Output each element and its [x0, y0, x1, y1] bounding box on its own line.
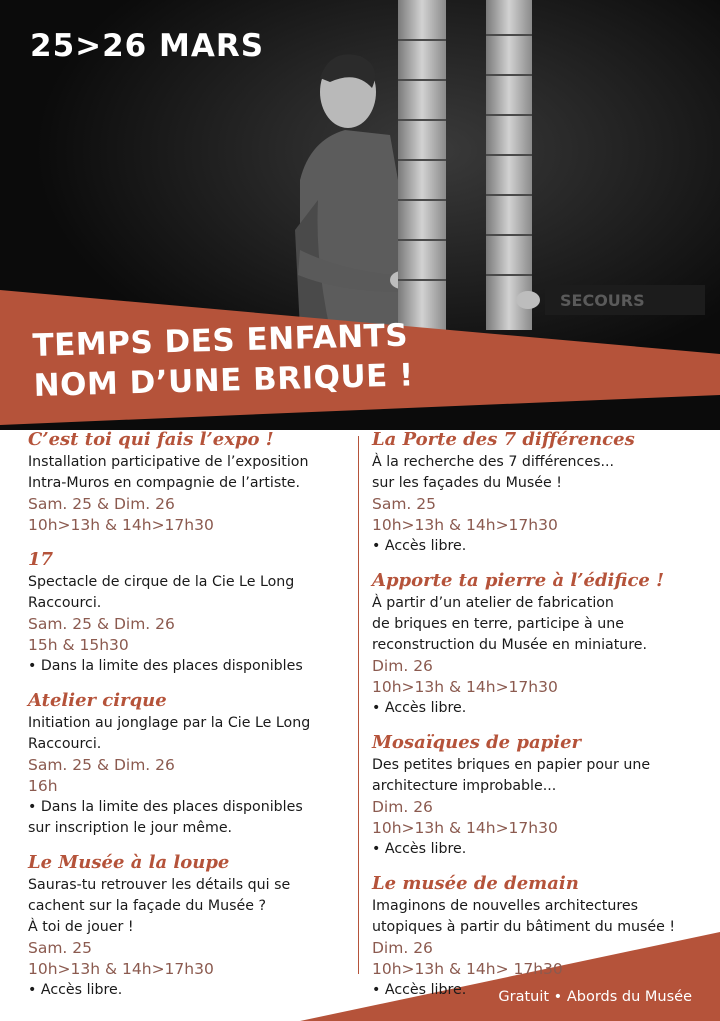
activity-description-line: Sauras-tu retrouver les détails qui se — [28, 877, 291, 893]
activity-schedule-line: 10h>13h & 14h>17h30 — [372, 678, 558, 696]
poster-title — [32, 315, 414, 406]
activity-description-line: À la recherche des 7 différences... — [372, 454, 614, 470]
activity-note-line: • Accès libre. — [372, 538, 467, 554]
activity-description-line: Raccourci. — [28, 595, 102, 611]
activity-title: Atelier cirque — [28, 690, 167, 711]
activity-item — [28, 689, 342, 839]
activity-note-line: sur inscription le jour même. — [28, 820, 233, 836]
activity-item — [28, 428, 342, 536]
activity-description-line: À toi de jouer ! — [28, 919, 134, 935]
activity-item — [372, 428, 694, 557]
activity-note-line: • Accès libre. — [372, 982, 467, 998]
event-dates: 25>26 MARS — [30, 28, 265, 64]
left-column — [28, 428, 342, 1013]
activity-title: Apporte ta pierre à l’édifice ! — [372, 570, 665, 591]
activity-schedule-line: 10h>13h & 14h>17h30 — [28, 516, 214, 534]
title-line-1: TEMPS DES ENFANTS — [32, 317, 409, 364]
column-divider — [358, 436, 359, 974]
activity-title: Mosaïques de papier — [372, 732, 582, 753]
activity-description-line: architecture improbable... — [372, 778, 557, 794]
activity-schedule-line: 10h>13h & 14h>17h30 — [372, 819, 558, 837]
activity-description-line: Raccourci. — [28, 736, 102, 752]
activity-description-line: À partir d’un atelier de fabrication — [372, 595, 614, 611]
activity-description-line: reconstruction du Musée en miniature. — [372, 637, 648, 653]
activity-description-line: de briques en terre, participe à une — [372, 616, 624, 632]
activity-title: Le Musée à la loupe — [28, 852, 230, 873]
activity-schedule-line: Dim. 26 — [372, 657, 433, 675]
activity-title: Le musée de demain — [372, 873, 579, 894]
activity-description-line: Des petites briques en papier pour une — [372, 757, 651, 773]
activity-note-line: • Accès libre. — [28, 982, 123, 998]
activity-note-line: • Accès libre. — [372, 700, 467, 716]
activity-description-line: utopiques à partir du bâtiment du musée ! — [372, 919, 676, 935]
activity-description-line: Intra-Muros en compagnie de l’artiste. — [28, 475, 301, 491]
title-line-2: NOM D’UNE BRIQUE ! — [33, 357, 415, 404]
activity-description-line: Spectacle de cirque de la Cie Le Long — [28, 574, 295, 590]
activity-title: La Porte des 7 différences — [372, 429, 635, 450]
activity-schedule-line: Sam. 25 — [28, 939, 93, 957]
activity-note-line: • Accès libre. — [372, 841, 467, 857]
footer-info: Gratuit • Abords du Musée — [498, 989, 692, 1005]
activity-description-line: Imaginons de nouvelles architectures — [372, 898, 638, 914]
activity-schedule-line: Sam. 25 — [372, 495, 437, 513]
activity-item — [28, 851, 342, 1001]
activity-title: C’est toi qui fais l’expo ! — [28, 429, 274, 450]
activity-schedule-line: 10h>13h & 14h>17h30 — [28, 960, 214, 978]
activity-note-line: • Dans la limite des places disponibles — [28, 799, 303, 815]
activity-description-line: sur les façades du Musée ! — [372, 475, 562, 491]
activity-schedule-line: 15h & 15h30 — [28, 636, 129, 654]
activity-item — [372, 569, 694, 719]
activity-schedule-line: Sam. 25 & Dim. 26 — [28, 495, 175, 513]
activity-schedule-line: Sam. 25 & Dim. 26 — [28, 615, 175, 633]
activity-note-line: • Dans la limite des places disponibles — [28, 658, 303, 674]
activity-schedule-line: 10h>13h & 14h> 17h30 — [372, 960, 563, 978]
activity-title: 17 — [28, 549, 54, 570]
activity-schedule-line: Dim. 26 — [372, 798, 433, 816]
right-column — [372, 428, 694, 1013]
activity-item — [372, 872, 694, 1001]
activity-description-line: Initiation au jonglage par la Cie Le Long — [28, 715, 311, 731]
activity-schedule-line: 10h>13h & 14h>17h30 — [372, 516, 558, 534]
activity-schedule-line: Sam. 25 & Dim. 26 — [28, 756, 175, 774]
activity-description-line: cachent sur la façade du Musée ? — [28, 898, 267, 914]
activity-schedule-line: 16h — [28, 777, 58, 795]
activity-schedule-line: Dim. 26 — [372, 939, 433, 957]
activity-description-line: Installation participative de l’exposition — [28, 454, 309, 470]
activity-item — [372, 731, 694, 860]
activity-item — [28, 548, 342, 677]
svg-text:SECOURS: SECOURS — [560, 291, 645, 310]
